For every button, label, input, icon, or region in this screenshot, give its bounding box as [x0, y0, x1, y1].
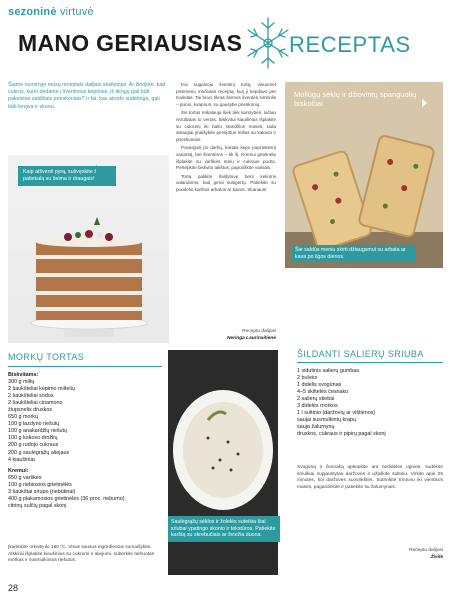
ingredient-item: citrinų sulčių pagal skonį: [8, 502, 67, 509]
ingredient-item: 2 šaukšteliai sodos: [8, 393, 54, 400]
ingredient-item: 200 g rudojo cukraus: [8, 442, 59, 449]
ingredient-item: 2 bulvės: [297, 375, 318, 382]
page-title-left: MANO GERIAUSIAS: [18, 30, 243, 56]
section-sublabel: virtuvė: [59, 6, 94, 18]
ingredient-item: 1 didelis svogūnas: [297, 382, 342, 389]
story-paragraph: Tortą palikite šaldytuve bent kelioms valandoms, kad gerai susigertų. Patiekite su puodeliu karštos arbatos ar kavos. Skanaus!: [176, 173, 276, 192]
play-arrow-icon: [422, 99, 427, 107]
story-column: [176, 82, 276, 196]
credit-label: Receptu dalijosi: [242, 329, 276, 334]
ingredient-item: 2 šaukšteliai cinamono: [8, 400, 63, 407]
biscotti-photo-caption: Šie saldūs meniu skirti džiaugsmui su arbata ar kava po ilgos dienos.: [292, 245, 416, 262]
soup-ingredients: [297, 368, 443, 438]
ingredient-item: 1 vidutinis salierų gumbas: [297, 368, 360, 374]
ingredient-item: 300 g miltų: [8, 379, 35, 386]
cake-ingredients: [8, 372, 166, 510]
sponge-label: Biskvitams:: [8, 372, 39, 378]
page-number: 28: [8, 583, 19, 593]
ingredient-item: 100 g anakardžių riešutų: [8, 428, 68, 435]
ingredient-item: 650 g varškės: [8, 474, 42, 481]
ingredient-item: 200 g saulėgrąžų aliejaus: [8, 449, 70, 456]
cake-method: Įkaitinkite orkaitę iki 180 °C. Visus sausus ingredientus sumaišykite. Atskirai išplakite kiaušinius su cukrumi ir aliejumi, suberkite tarkuotas morkas ir susmulkintus riešutus.: [8, 545, 155, 564]
ingredient-item: 2 salierų stiebai: [297, 396, 335, 403]
story-paragraph: Pavargusi po darbų, kartais kepu paprastesnį variantą, bet šventėms – tik šį. Kremui grietinėlę išplakite su varškės sūriu ir cukraus pudra. Pertepkite biskvito lakštus, papuoškite vaisiais.: [176, 145, 276, 171]
soup-photo-caption: Saulėgrąžų sėklos ir žolelės suteikia šiai sriubai ypatingo skonio ir tekstūros. Patiekite karštą su skrebučiais ar šviežia duona.: [168, 516, 280, 542]
soup-method: Svogūną ir česnaką apkepkite ant nedidelės ugnies, sudėkite smulkiai supjaustytas daržoves ir užpilkite sultiniu. Virkite apie 25 minutes, kol daržovės suminkštės. Sutrinkite trintuvu iki vientisos masės, pagardinkite ir patiekite su žalumynais.: [297, 465, 443, 490]
ingredient-item: 100 g riebiosios grietinėlės: [8, 481, 72, 488]
callout-arrow-icon: [96, 165, 104, 185]
story-paragraph: Kai sugalvoju šventinį tortą, visuomet prisimenu močiutės receptą, kurį ji kepdavo per Kalėdas. Tai buvo tikras šeimos šventės simbolis – purus, kvapnus, su gausybe prieskonių.: [176, 82, 276, 107]
credit-name: Živilė: [430, 554, 443, 560]
ingredient-item: 3 šaukštai sirupo (nebūtinai): [8, 488, 76, 495]
page-title-right: RECEPTAS: [289, 32, 411, 57]
biscotti-title: Moliūgų sėklų ir džiovintų spanguolių biskočiai: [294, 90, 417, 108]
ingredient-item: druskos, cukraus ir pipirų pagal skonį: [297, 431, 386, 438]
heading-divider: [8, 366, 162, 367]
cake-callout: Kaip atšventi pyrą, sušvęskite šį patiekalą su šeima ir draugais!: [18, 166, 116, 186]
snowflake-icon: [245, 14, 291, 72]
ingredient-item: 100 g kokoso drožlių: [8, 435, 58, 442]
biscotti-photo: [285, 82, 443, 268]
intro-text: Šiame numeryje mūsų receptais dalijasi skaitytojai. Ar žinojote, kad cukrus, kurio dedame į šventinius kepinius, iš tikrųjų gali būti pakeistas saldžiais prieskoniais? Ir tai, kas atrodo sudėtinga, gali būti lengva ir skanu.: [8, 82, 166, 110]
cream-label: Kremui:: [8, 467, 29, 474]
ingredient-item: 4 kiaušiniai: [8, 456, 35, 463]
ingredient-item: žiupsnelis druskos: [8, 407, 53, 414]
ingredient-item: 3 didelės morkos: [297, 403, 338, 410]
section-kicker: [8, 6, 94, 18]
ingredient-item: 100 g lazdyno riešutų: [8, 421, 60, 428]
ingredient-item: saujai susmulkintų krapų: [297, 417, 357, 424]
ingredient-item: 4–5 skiltelės česnako: [297, 389, 349, 396]
ingredient-item: 2 šaukšteliai kepimo miltelių: [8, 386, 75, 393]
credit-name: Neringa Laurinaitienė: [226, 335, 276, 341]
story-paragraph: Šis tortas reikalauja šiek tiek kantrybės, tačiau rezultatas to vertas. Biskvitui kiaušinius išplakite su cukrumi iki balto standžios masės, tada atsargiai įmaišykite persijotus miltus su kakava ir prieskoniais.: [176, 110, 276, 142]
soup-recipe-heading: ŠILDANTI SALIERŲ SRIUBA: [297, 349, 424, 359]
ingredient-item: 650 g morkų: [8, 414, 38, 421]
credit-label: Receptu dalijosi: [409, 548, 443, 553]
ingredient-item: 400 g plakamosios grietinėlės (36 proc. riebumo): [8, 495, 125, 502]
cake-recipe-heading: MORKŲ TORTAS: [8, 352, 85, 362]
ingredient-item: 1 l sultinio (daržovių ar vištienos): [297, 410, 376, 417]
heading-divider: [297, 362, 443, 363]
ingredient-item: sauja žalumynų: [297, 424, 335, 431]
soup-credit: [297, 548, 443, 561]
recipe-credit: [176, 329, 276, 342]
section-label: sezoninė: [8, 6, 57, 18]
